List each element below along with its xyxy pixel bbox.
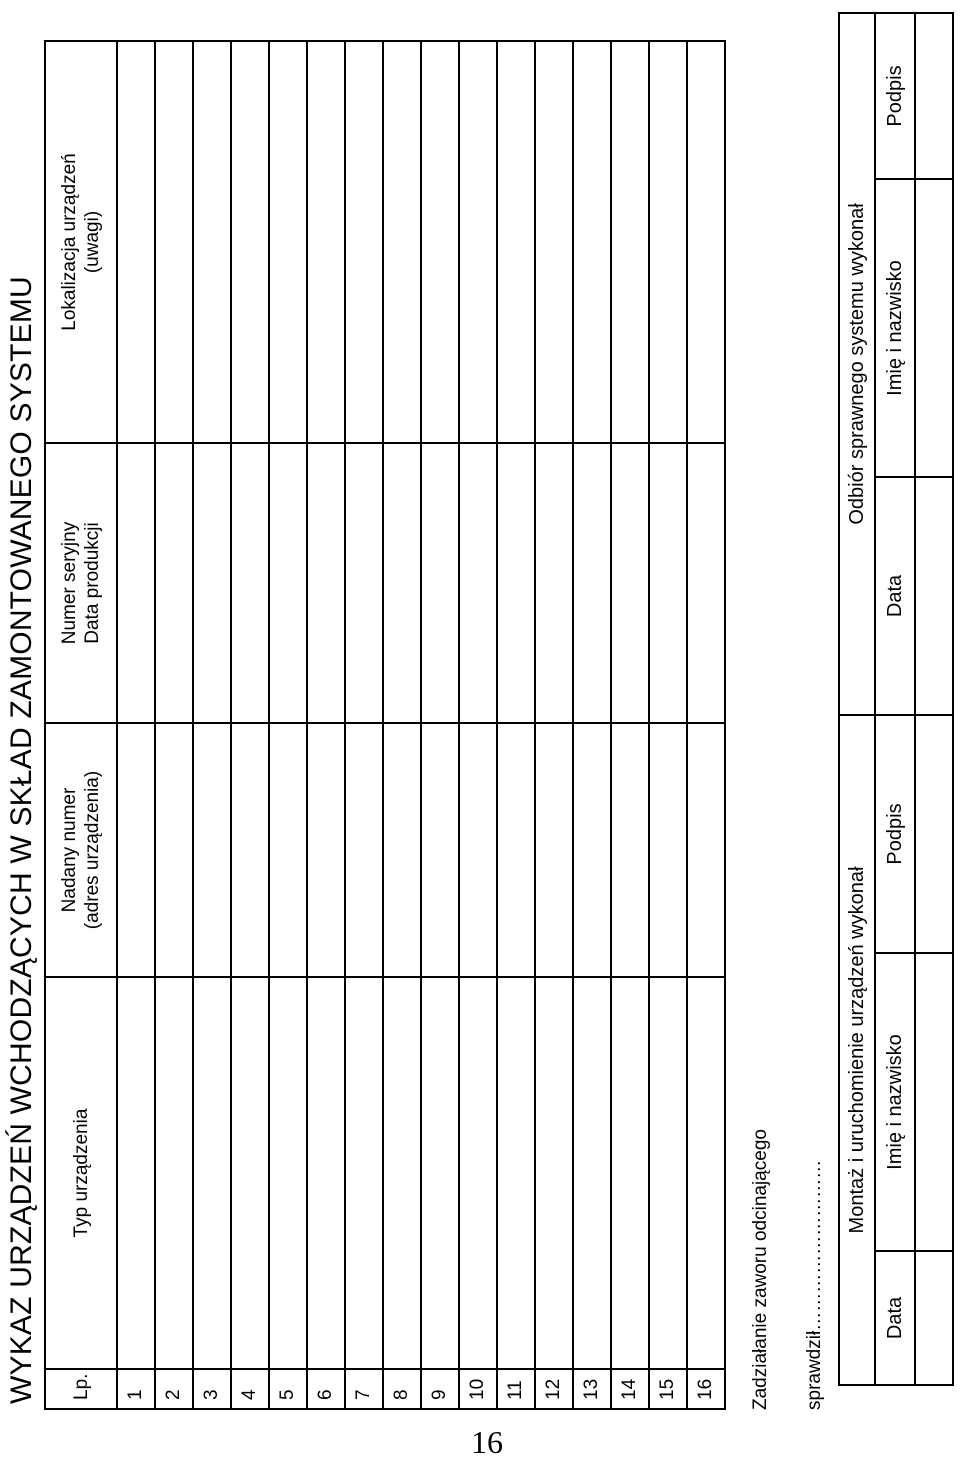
row-number: 11	[497, 1369, 535, 1409]
header-location-line1: Lokalizacja urządzeń	[59, 153, 80, 331]
serial-number-cell	[269, 443, 307, 723]
serial-number-cell	[345, 443, 383, 723]
table-row	[231, 41, 269, 1409]
table-row	[611, 41, 649, 1409]
location-cell	[687, 41, 725, 443]
row-number: 9	[421, 1369, 459, 1409]
installation-date-field	[915, 1251, 953, 1385]
signoff-entry-row	[915, 13, 953, 1385]
device-table-header	[45, 41, 117, 1409]
assigned-number-cell	[687, 723, 725, 977]
serial-number-cell	[421, 443, 459, 723]
row-number: 13	[573, 1369, 611, 1409]
location-cell	[497, 41, 535, 443]
serial-number-cell	[117, 443, 155, 723]
valve-check-signature-line: sprawdził………………………	[804, 1159, 825, 1410]
row-number: 7	[345, 1369, 383, 1409]
device-type-cell	[155, 977, 193, 1369]
serial-number-cell	[535, 443, 573, 723]
row-number: 8	[383, 1369, 421, 1409]
acceptance-name-field	[915, 179, 953, 477]
header-location-line2: (uwagi)	[82, 210, 103, 274]
table-row	[117, 41, 155, 1409]
assigned-number-cell	[117, 723, 155, 977]
serial-number-cell	[383, 443, 421, 723]
row-number: 5	[269, 1369, 307, 1409]
serial-number-cell	[459, 443, 497, 723]
row-number: 16	[687, 1369, 725, 1409]
assigned-number-cell	[231, 723, 269, 977]
serial-number-cell	[573, 443, 611, 723]
assigned-number-cell	[307, 723, 345, 977]
location-cell	[649, 41, 687, 443]
table-row	[421, 41, 459, 1409]
location-cell	[611, 41, 649, 443]
row-number: 15	[649, 1369, 687, 1409]
installation-name-field	[915, 953, 953, 1251]
header-device-type: Typ urządzenia	[45, 977, 117, 1369]
table-row	[345, 41, 383, 1409]
table-row	[573, 41, 611, 1409]
location-cell	[345, 41, 383, 443]
table-row	[155, 41, 193, 1409]
assigned-number-cell	[193, 723, 231, 977]
serial-number-cell	[497, 443, 535, 723]
acceptance-name-label: Imię i nazwisko	[875, 179, 915, 477]
row-number: 12	[535, 1369, 573, 1409]
row-number: 2	[155, 1369, 193, 1409]
header-lp: Lp.	[45, 1369, 117, 1409]
device-type-cell	[535, 977, 573, 1369]
valve-check-label: Zadziałanie zaworu odcinającego	[750, 1129, 771, 1410]
signoff-table	[838, 12, 954, 1386]
table-row	[383, 41, 421, 1409]
installation-date-label: Data	[875, 1251, 915, 1385]
serial-number-cell	[649, 443, 687, 723]
serial-number-cell	[687, 443, 725, 723]
row-number: 4	[231, 1369, 269, 1409]
signoff-header-row	[839, 13, 875, 1385]
device-type-cell	[611, 977, 649, 1369]
installation-name-label: Imię i nazwisko	[875, 953, 915, 1251]
serial-number-cell	[611, 443, 649, 723]
header-assigned-number-line1: Nadany numer	[59, 787, 80, 913]
assigned-number-cell	[459, 723, 497, 977]
assigned-number-cell	[497, 723, 535, 977]
location-cell	[459, 41, 497, 443]
device-type-cell	[345, 977, 383, 1369]
row-number: 14	[611, 1369, 649, 1409]
table-row	[649, 41, 687, 1409]
device-type-cell	[269, 977, 307, 1369]
row-number: 3	[193, 1369, 231, 1409]
location-cell	[307, 41, 345, 443]
location-cell	[573, 41, 611, 443]
serial-number-cell	[307, 443, 345, 723]
installation-signature-label: Podpis	[875, 715, 915, 953]
signoff-columns-row	[875, 13, 915, 1385]
assigned-number-cell	[535, 723, 573, 977]
location-cell	[117, 41, 155, 443]
device-type-cell	[307, 977, 345, 1369]
location-cell	[535, 41, 573, 443]
table-row	[193, 41, 231, 1409]
header-serial-number	[45, 443, 117, 723]
device-type-cell	[421, 977, 459, 1369]
table-row	[687, 41, 725, 1409]
serial-number-cell	[193, 443, 231, 723]
assigned-number-cell	[155, 723, 193, 977]
row-number: 1	[117, 1369, 155, 1409]
device-type-cell	[231, 977, 269, 1369]
device-type-cell	[573, 977, 611, 1369]
header-assigned-number-line2: (adres urządzenia)	[82, 770, 103, 930]
location-cell	[421, 41, 459, 443]
location-cell	[231, 41, 269, 443]
table-row	[269, 41, 307, 1409]
installation-signature-field	[915, 715, 953, 953]
page-title: WYKAZ URZĄDZEŃ WCHODZĄCYCH W SKŁAD ZAMONTOWANEGO SYSTEMU	[5, 276, 38, 1404]
location-cell	[383, 41, 421, 443]
assigned-number-cell	[611, 723, 649, 977]
location-cell	[193, 41, 231, 443]
table-row	[535, 41, 573, 1409]
serial-number-cell	[231, 443, 269, 723]
device-type-cell	[383, 977, 421, 1369]
device-type-cell	[497, 977, 535, 1369]
location-cell	[155, 41, 193, 443]
header-serial-number-line2: Data produkcji	[82, 522, 103, 644]
acceptance-signature-label: Podpis	[875, 13, 915, 179]
table-row	[497, 41, 535, 1409]
device-type-cell	[459, 977, 497, 1369]
header-serial-number-line1: Numer seryjny	[59, 521, 80, 645]
acceptance-signature-field	[915, 13, 953, 179]
table-row	[307, 41, 345, 1409]
header-assigned-number	[45, 723, 117, 977]
device-table	[44, 40, 726, 1410]
header-location	[45, 41, 117, 443]
assigned-number-cell	[269, 723, 307, 977]
assigned-number-cell	[421, 723, 459, 977]
installation-header: Montaż i uruchomienie urządzeń wykonał	[839, 715, 875, 1385]
assigned-number-cell	[383, 723, 421, 977]
device-type-cell	[649, 977, 687, 1369]
device-type-cell	[687, 977, 725, 1369]
acceptance-date-label: Data	[875, 477, 915, 715]
acceptance-header: Odbiór sprawnego systemu wykonał	[839, 13, 875, 715]
assigned-number-cell	[649, 723, 687, 977]
acceptance-date-field	[915, 477, 953, 715]
row-number: 6	[307, 1369, 345, 1409]
table-row	[459, 41, 497, 1409]
serial-number-cell	[155, 443, 193, 723]
assigned-number-cell	[345, 723, 383, 977]
assigned-number-cell	[573, 723, 611, 977]
location-cell	[269, 41, 307, 443]
device-type-cell	[193, 977, 231, 1369]
row-number: 10	[459, 1369, 497, 1409]
device-type-cell	[117, 977, 155, 1369]
page-number: 16	[471, 1424, 503, 1460]
